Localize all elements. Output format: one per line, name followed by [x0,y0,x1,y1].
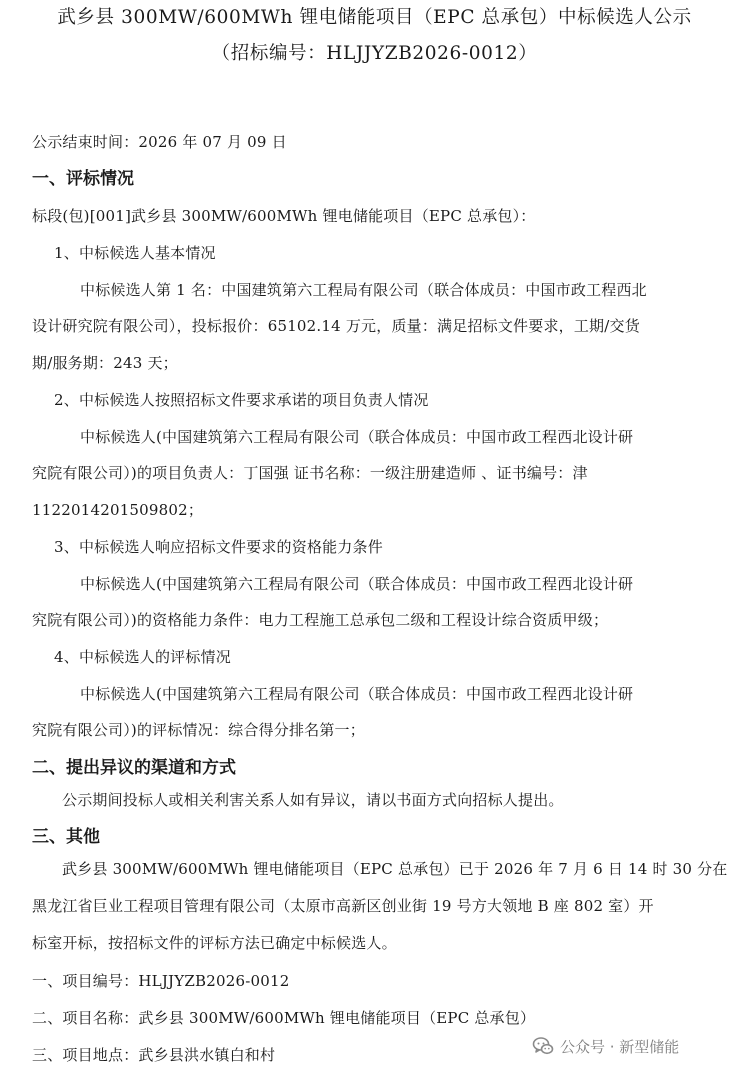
wechat-icon [532,1035,554,1057]
item3-line: 究院有限公司）)的资格能力条件：电力工程施工总承包二级和工程设计综合资质甲级； [32,611,609,629]
item2-line: 究院有限公司）)的项目负责人：丁国强 证书名称：一级注册建造师 、证书编号：津 [32,464,588,482]
item1-line: 设计研究院有限公司），投标报价：65102.14 万元，质量：满足招标文件要求，工期/交货 [32,317,640,335]
item2-line: 中标候选人(中国建筑第六工程局有限公司（联合体成员：中国市政工程西北设计研 [80,428,634,446]
item1-line: 中标候选人第 1 名：中国建筑第六工程局有限公司（联合体成员：中国市政工程西北 [80,281,647,299]
account-watermark [530,1033,683,1059]
tender-number-subtitle: （招标编号：HLJJYZB2026-0012） [211,43,538,64]
project-number: 一、项目编号：HLJJYZB2026-0012 [32,972,290,990]
section1-heading: 一、评标情况 [32,169,134,189]
project-name: 二、项目名称：武乡县 300MW/600MWh 锂电储能项目（EPC 总承包） [32,1009,536,1027]
other-line: 武乡县 300MW/600MWh 锂电储能项目（EPC 总承包）已于 2026 年 7 月 6 日 14 时 30 分在 [62,860,728,878]
item4-title: 4、中标候选人的评标情况 [54,648,231,666]
other-line: 黑龙江省巨业工程项目管理有限公司（太原市高新区创业街 19 号方大领地 B 座 802 室）开 [32,897,654,915]
item2-title: 2、中标候选人按照招标文件要求承诺的项目负责人情况 [54,391,429,409]
item1-title: 1、中标候选人基本情况 [54,244,216,262]
item3-title: 3、中标候选人响应招标文件要求的资格能力条件 [54,538,383,556]
document-title: 武乡县 300MW/600MWh 锂电储能项目（EPC 总承包）中标候选人公示 [57,7,692,28]
lot-description: 标段(包)[001]武乡县 300MW/600MWh 锂电储能项目（EPC 总承包）： [32,207,536,225]
item4-line: 究院有限公司）)的评标情况：综合得分排名第一； [32,721,365,739]
project-site: 三、项目地点：武乡县洪水镇白和村 [32,1046,276,1064]
item4-line: 中标候选人(中国建筑第六工程局有限公司（联合体成员：中国市政工程西北设计研 [80,685,634,703]
other-line: 标室开标，按招标文件的评标方法已确定中标候选人。 [32,934,397,952]
item1-line: 期/服务期：243 天； [32,354,178,372]
announcement-end-time: 公示结束时间：2026 年 07 月 09 日 [32,133,287,151]
section2-heading: 二、提出异议的渠道和方式 [32,758,236,778]
section3-heading: 三、其他 [32,827,100,847]
item2-line: 1122014201509802； [32,501,204,519]
objection-instructions: 公示期间投标人或相关利害关系人如有异议，请以书面方式向招标人提出。 [62,791,564,809]
watermark-text: 公众号 · 新型储能 [560,1037,680,1056]
item3-line: 中标候选人(中国建筑第六工程局有限公司（联合体成员：中国市政工程西北设计研 [80,575,634,593]
